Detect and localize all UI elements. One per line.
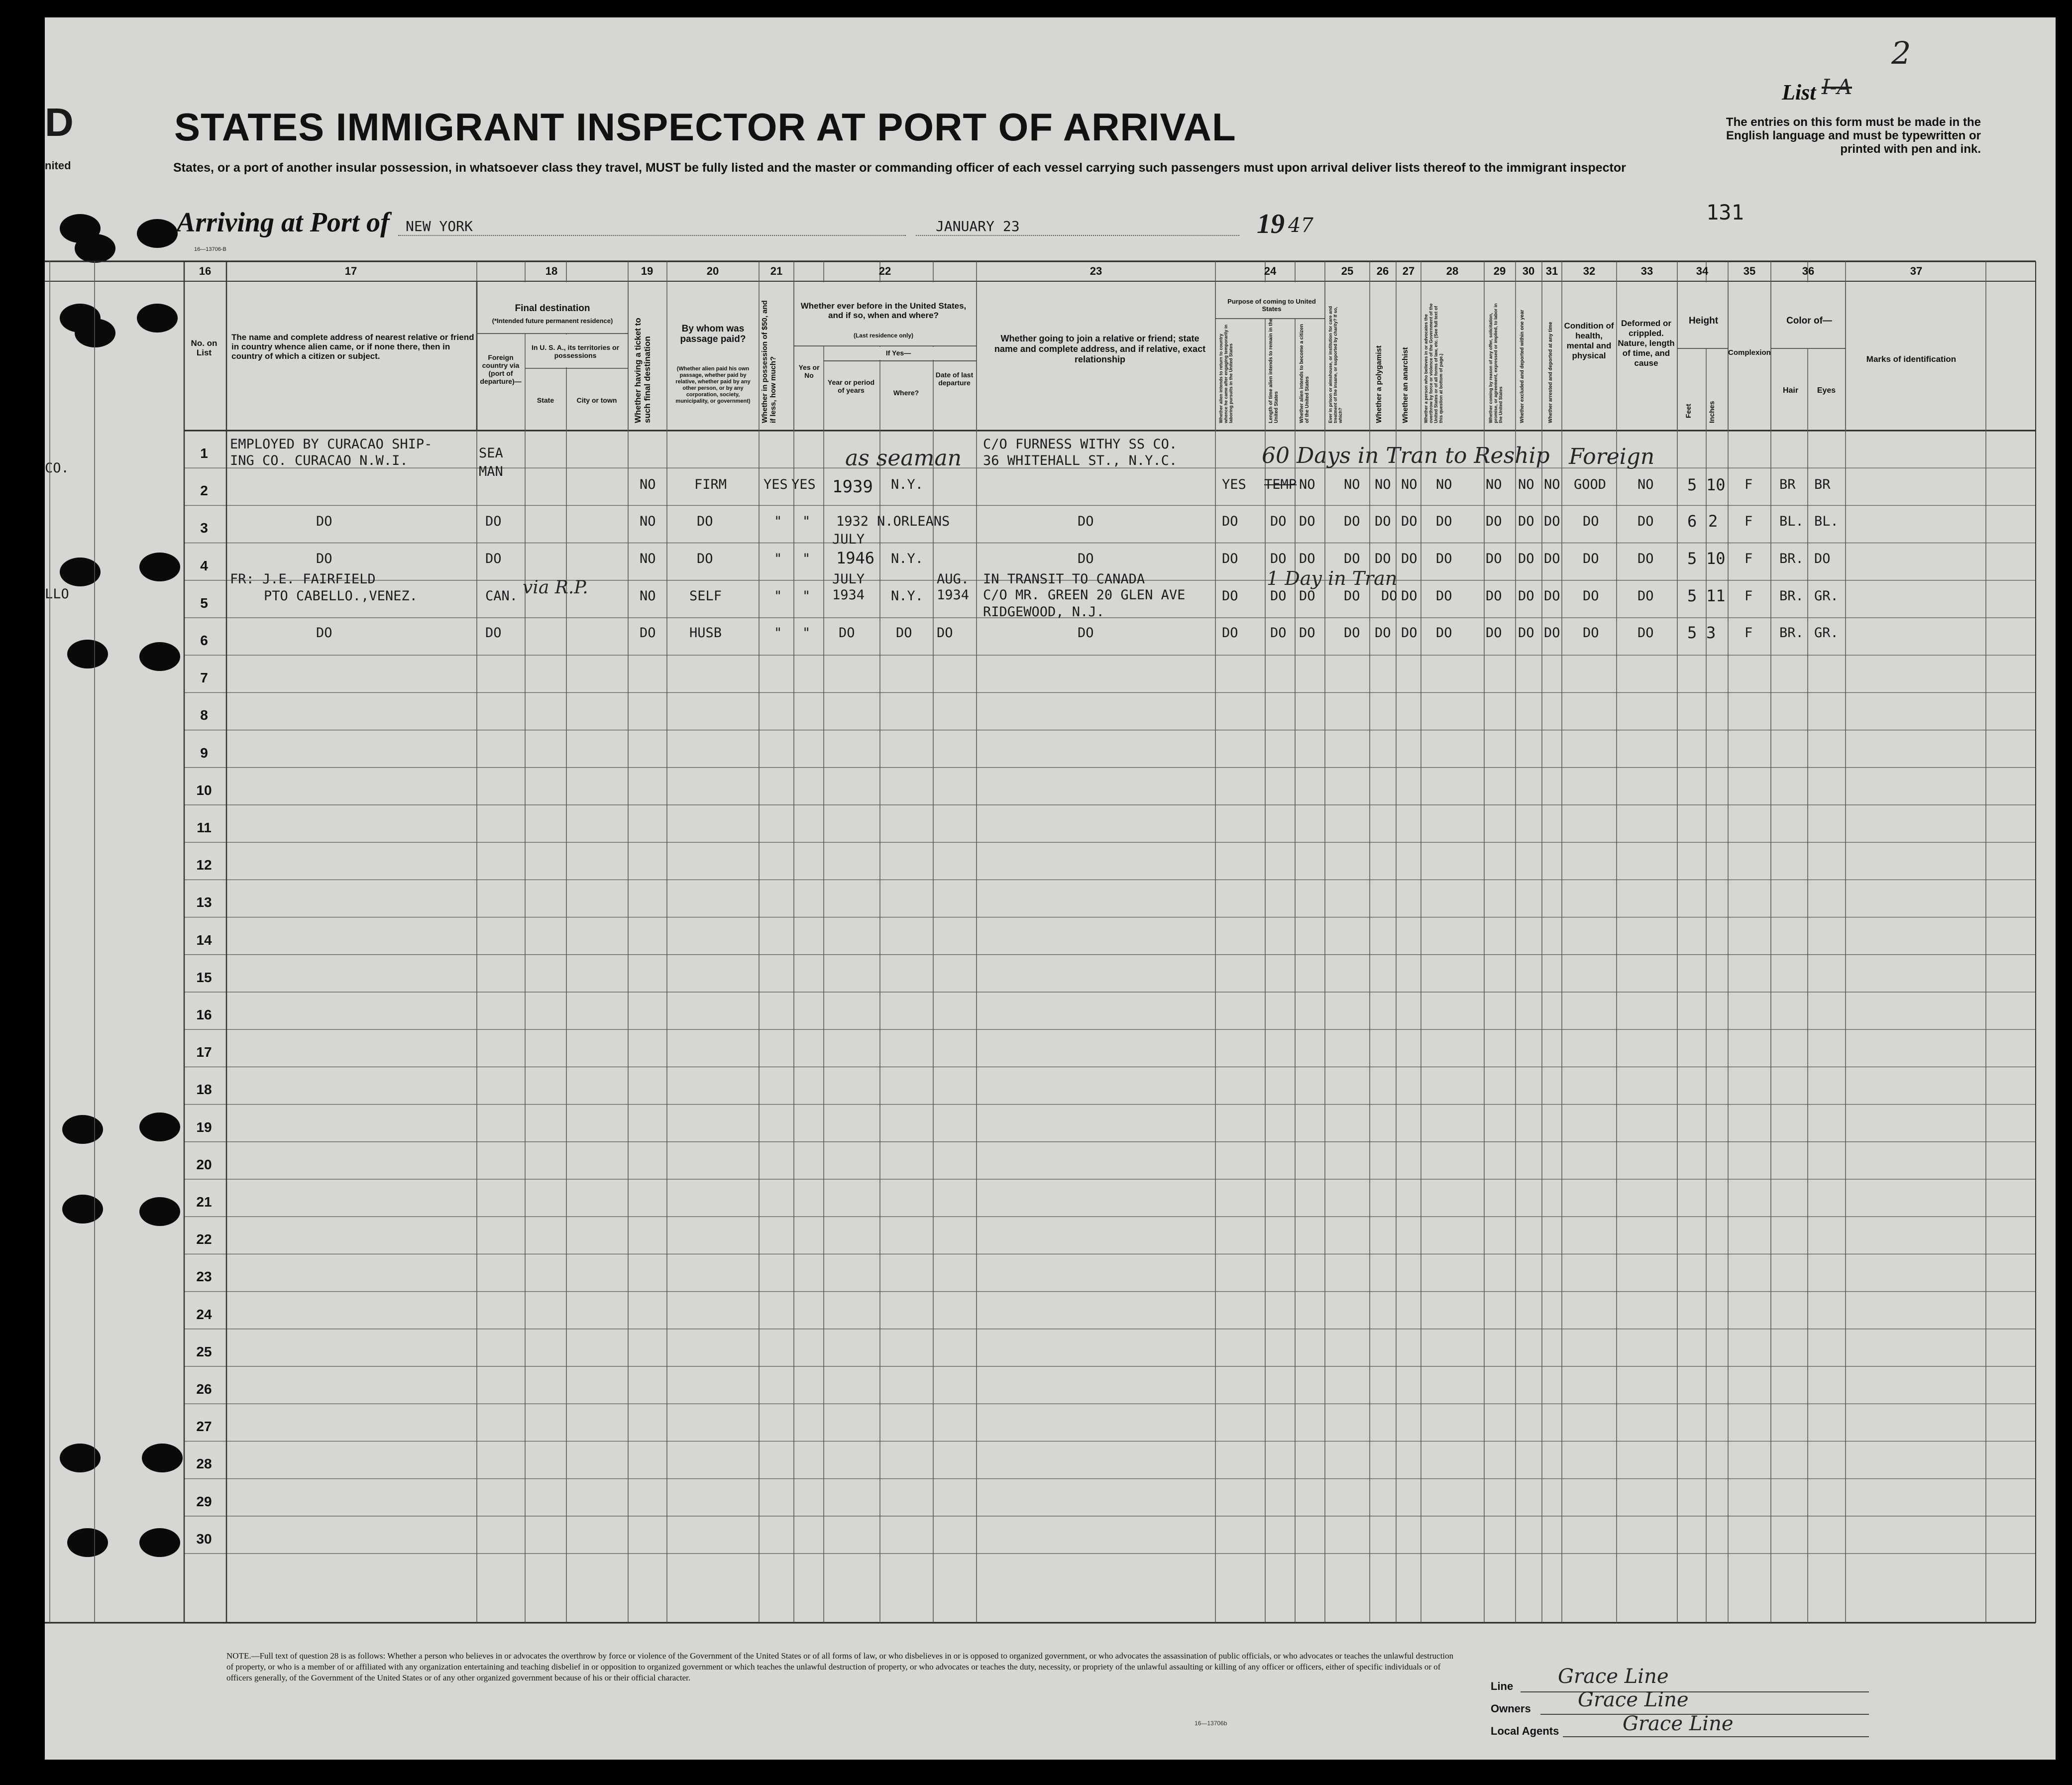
row1-eyes: BR xyxy=(1814,477,1831,492)
row4-deformed: DO xyxy=(1637,588,1654,604)
row1-relative-line1: EMPLOYED BY CURACAO SHIP- xyxy=(230,437,433,452)
row4-join-line1: IN TRANSIT TO CANADA xyxy=(983,571,1145,587)
row5-health: DO xyxy=(1583,625,1599,641)
question-28-note: NOTE.—Full text of question 28 is as follows: Whether a person who believes in or advocates the overthrow by force or violence of the Government of the United States or of all forms of law, or who disbelieves in or is opposed to organized government, or who advocates the assassination of public officials, or who advocates or teaches the unlawful destruction of property, or who is a member of or affiliated with any organization entertaining and teaching disbelief in or opposition to organized government or which teaches the unlawful destruction of property, or who advocates or teaches the duty, necessity, or propriety of the unlawful assaulting or killing of any officer or officers, either of specific individuals or of officers generally, of the Government of the United States or of any other organized government because of his or their official character. xyxy=(226,1651,1454,1682)
row5-been-before: " xyxy=(802,625,811,641)
row-number: 22 xyxy=(196,1231,212,1247)
row-number: 28 xyxy=(196,1456,212,1472)
column-number: 25 xyxy=(1341,265,1354,277)
col28-header: Whether a person who believes in or advocates the overthrow by force or violence of the Government of the United States or of all forms of law, etc. (See full text of this question at bottom of page.) xyxy=(1423,303,1443,423)
row1-prison: NO xyxy=(1344,477,1360,492)
row3-inches: 10 xyxy=(1706,549,1726,568)
year-written: 47 xyxy=(1288,214,1313,237)
row4-q29: DO xyxy=(1486,588,1502,604)
row5-date: DO xyxy=(937,625,953,641)
col22-subheader: (Last residence only) xyxy=(853,332,914,339)
year-prefix: 19 xyxy=(1257,209,1285,239)
row1-q28: NO xyxy=(1436,477,1452,492)
row5-q28: DO xyxy=(1436,625,1452,641)
row5-relative: DO xyxy=(316,625,332,641)
column-number: 20 xyxy=(706,265,719,277)
column-number: 21 xyxy=(770,265,783,277)
row-number: 16 xyxy=(196,1007,212,1022)
col34-feet-header: Feet xyxy=(1684,404,1692,418)
row3-year-month: JULY xyxy=(832,532,865,547)
row1-complexion: F xyxy=(1745,477,1753,492)
row4-length: DO xyxy=(1270,588,1287,604)
row2-complexion: F xyxy=(1745,514,1753,529)
left-page-fragment: nited xyxy=(45,159,71,172)
row4-via-annotation: via R.P. xyxy=(523,577,588,598)
row3-hair: BR. xyxy=(1779,551,1804,566)
col34-header: Height xyxy=(1688,316,1719,326)
column-number: 26 xyxy=(1376,265,1389,277)
col34-inches-header: Inches xyxy=(1708,401,1716,423)
row3-length: DO xyxy=(1270,551,1287,566)
left-page-fragment: D xyxy=(45,100,74,144)
row3-q31: DO xyxy=(1544,551,1560,566)
column-number: 37 xyxy=(1910,265,1923,277)
row4-complexion: F xyxy=(1745,588,1753,604)
row2-health: DO xyxy=(1583,514,1599,529)
row3-health: DO xyxy=(1583,551,1599,566)
col26-header: Whether a polygamist xyxy=(1375,345,1383,423)
row5-passage: HUSB xyxy=(689,625,722,641)
row3-fifty-dollars: " xyxy=(774,551,782,566)
row4-polygamist: DO xyxy=(1381,588,1398,604)
row2-ticket: NO xyxy=(640,514,656,529)
row-number: 24 xyxy=(196,1306,212,1322)
row-number: 6 xyxy=(200,633,208,648)
col20-subheader: (Whether alien paid his own passage, whether paid by relative, whether paid by any other person, or by any corporation, society, municipality, or government) xyxy=(675,366,751,404)
form-number: 16—13706b xyxy=(1195,1720,1227,1727)
col22-header: Whether ever before in the United States, and if so, when and where? xyxy=(800,301,967,320)
left-margin-fragment: CO. xyxy=(45,460,69,476)
list-value: I-A xyxy=(1822,75,1853,99)
row-number: 9 xyxy=(200,745,208,761)
col21-header: Whether in possession of $50, and if less, how much? xyxy=(761,300,777,423)
row5-join: DO xyxy=(1078,625,1094,641)
col29-header: Whether coming by reason of any offer, solicitation, promise, or agreement, expressed or implied, to labor in the United States xyxy=(1488,303,1503,423)
list-handwritten: 2 xyxy=(1891,35,1911,71)
row-number: 19 xyxy=(196,1119,212,1135)
agents-underline xyxy=(1563,1736,1869,1737)
row2-citizen: DO xyxy=(1299,514,1315,529)
row4-relative-line2: PTO CABELLO.,VENEZ. xyxy=(264,588,418,604)
row3-complexion: F xyxy=(1745,551,1753,566)
row5-eyes: GR. xyxy=(1814,625,1839,641)
column-number: 30 xyxy=(1522,265,1535,277)
row-number: 23 xyxy=(196,1269,212,1285)
line-value: Grace Line xyxy=(1558,1665,1669,1688)
col18-usa-header: In U. S. A., its territories or possessions xyxy=(531,343,620,359)
row4-prison: DO xyxy=(1344,588,1360,604)
row-number: 18 xyxy=(196,1082,212,1098)
row4-been-before: " xyxy=(802,588,811,604)
row3-polygamist: DO xyxy=(1375,551,1391,566)
row3-q29: DO xyxy=(1486,551,1502,566)
row3-foreign-via: DO xyxy=(485,551,502,566)
row1-foreign-annotation: Foreign xyxy=(1569,444,1655,469)
row5-prison: DO xyxy=(1344,625,1360,641)
column-number: 31 xyxy=(1545,265,1558,277)
col22-ifyes: If Yes— xyxy=(885,349,911,357)
col36-header: Color of— xyxy=(1786,316,1832,326)
row2-eyes: BL. xyxy=(1814,514,1839,529)
row4-year: 1934 xyxy=(832,587,865,603)
row-number: 27 xyxy=(196,1419,212,1435)
row-number: 5 xyxy=(200,595,208,611)
col36-eyes-header: Eyes xyxy=(1817,386,1836,395)
row-number: 10 xyxy=(196,782,212,798)
column-number: 29 xyxy=(1493,265,1506,277)
row1-polygamist: NO xyxy=(1375,477,1391,492)
form-title: STATES IMMIGRANT INSPECTOR AT PORT OF ARRIVAL xyxy=(174,105,1236,149)
row2-passage: DO xyxy=(697,514,713,529)
row1-foreign-via: SEA xyxy=(479,446,503,461)
row1-ticket: NO xyxy=(640,477,656,492)
row-number: 26 xyxy=(196,1381,212,1397)
row1-annotation: as seaman xyxy=(845,446,962,471)
column-number: 19 xyxy=(641,265,654,277)
row4-fifty-dollars: " xyxy=(774,588,782,604)
column-number: 16 xyxy=(199,265,212,277)
col24a-header: Whether alien intends to return to country whence he came after engaging temporarily in laboring pursuits in the United States xyxy=(1218,324,1233,423)
column-number: 27 xyxy=(1402,265,1415,277)
row5-q29: DO xyxy=(1486,625,1502,641)
row-number: 29 xyxy=(196,1493,212,1509)
row4-purpose-annotation: 1 Day in Tran xyxy=(1267,567,1398,589)
form-number-top: 16—13706-B xyxy=(194,246,226,252)
row-number: 14 xyxy=(196,932,212,948)
row4-date-month: AUG. xyxy=(937,571,970,587)
row5-year: DO xyxy=(839,625,855,641)
row5-hair: BR. xyxy=(1779,625,1804,641)
column-number: 33 xyxy=(1640,265,1653,277)
col22-date-header: Date of last departure xyxy=(935,371,974,387)
row4-join-line3: RIDGEWOOD, N.J. xyxy=(983,604,1104,620)
col25-header: Ever in prison or almshouse, or institution for care and treatment of the insane, or supported by charity? If so, which? xyxy=(1328,306,1343,423)
column-number: 23 xyxy=(1090,265,1102,277)
row4-passage: SELF xyxy=(689,588,722,604)
column-number: 32 xyxy=(1583,265,1596,277)
column-number: 35 xyxy=(1743,265,1756,277)
row1-relative-line2: ING CO. CURACAO N.W.I. xyxy=(230,453,408,468)
row2-year: 1932 xyxy=(836,514,869,529)
row4-anarchist: DO xyxy=(1401,588,1418,604)
col22-where-header: Where? xyxy=(893,389,919,397)
row-number: 12 xyxy=(196,857,212,873)
col31-header: Whether arrested and deported at any time xyxy=(1548,322,1553,423)
row2-been-before: " xyxy=(802,514,811,529)
col32-header: Condition of health, mental and physical xyxy=(1564,321,1614,360)
row4-health: DO xyxy=(1583,588,1599,604)
row1-join-2: 36 WHITEHALL ST., N.Y.C. xyxy=(983,453,1178,468)
row3-relative: DO xyxy=(316,551,332,566)
col18-foreign-header: Foreign country via (port of departure)— xyxy=(480,353,522,385)
row3-ticket: NO xyxy=(640,551,656,566)
row5-length: DO xyxy=(1270,625,1287,641)
column-number: 17 xyxy=(344,265,357,277)
row-number: 15 xyxy=(196,969,212,985)
row1-q29: NO xyxy=(1486,477,1502,492)
row4-relative-line1: FR: J.E. FAIRFIELD xyxy=(230,571,376,587)
row-number: 17 xyxy=(196,1044,212,1060)
row4-feet: 5 xyxy=(1687,586,1697,605)
arriving-label: Arriving at Port of xyxy=(177,207,390,238)
row4-hair: BR. xyxy=(1779,588,1804,604)
row1-citizen: NO xyxy=(1299,477,1315,492)
row5-feet: 5 xyxy=(1687,623,1697,642)
row1-length: TEMP xyxy=(1264,477,1297,492)
col30-header: Whether excluded and deported within one year xyxy=(1520,310,1525,423)
col37-header: Marks of identification xyxy=(1866,354,1957,364)
row1-health: GOOD xyxy=(1574,477,1607,492)
row4-q28: DO xyxy=(1436,588,1452,604)
row5-q30: DO xyxy=(1518,625,1534,641)
line-label: Line xyxy=(1491,1680,1514,1692)
col22-yesno-header: Yes or No xyxy=(798,363,820,379)
row-number: 3 xyxy=(200,520,208,536)
form-notice: The entries on this form must be made in the English language and must be typewritten or printed with pen and ink. xyxy=(1726,115,1981,156)
owners-value: Grace Line xyxy=(1578,1688,1689,1711)
row4-eyes: GR. xyxy=(1814,588,1839,604)
col35-header: Complexion xyxy=(1728,348,1771,357)
row1-passage: FIRM xyxy=(694,477,727,492)
row1-purpose-annotation: 60 Days in Tran to Reship xyxy=(1262,443,1550,468)
row2-length: DO xyxy=(1270,514,1287,529)
row5-anarchist: DO xyxy=(1401,625,1418,641)
row5-ticket: DO xyxy=(640,625,656,641)
row3-passage: DO xyxy=(697,551,713,566)
col22-year-header: Year or period of years xyxy=(827,378,875,394)
row5-inches: 3 xyxy=(1706,623,1716,642)
row-number: 8 xyxy=(200,707,208,723)
row2-return: DO xyxy=(1222,514,1238,529)
col17-header: The name and complete address of nearest relative or friend in country whence alien came, or if none there, then in country of which a citizen or subject. xyxy=(231,333,474,361)
row4-q31: DO xyxy=(1544,588,1560,604)
row2-relative: DO xyxy=(316,514,332,529)
col20-header: By whom was passage paid? xyxy=(680,324,746,344)
row2-q31: DO xyxy=(1544,514,1560,529)
col18-city-header: City or town xyxy=(576,396,617,404)
col18-state-header: State xyxy=(537,396,554,404)
row1-foreign-via-2: MAN xyxy=(479,464,503,479)
row4-join-line2: C/O MR. GREEN 20 GLEN AVE xyxy=(983,587,1186,603)
row3-q30: DO xyxy=(1518,551,1534,566)
row-number: 25 xyxy=(196,1343,212,1359)
row3-q28: DO xyxy=(1436,551,1452,566)
row5-foreign-via: DO xyxy=(485,625,502,641)
row-number: 21 xyxy=(196,1194,212,1210)
row5-complexion: F xyxy=(1745,625,1753,641)
row1-feet: 5 xyxy=(1687,475,1697,494)
row1-join: C/O FURNESS WITHY SS CO. xyxy=(983,437,1178,452)
col36-hair-header: Hair xyxy=(1782,386,1799,395)
row2-where: N.ORLEANS xyxy=(877,514,950,529)
row-number: 4 xyxy=(200,558,208,573)
row2-deformed: DO xyxy=(1637,514,1654,529)
row3-where: N.Y. xyxy=(891,551,924,566)
row4-ticket: NO xyxy=(640,588,656,604)
local-agents-value: Grace Line xyxy=(1623,1712,1734,1735)
row4-where: N.Y. xyxy=(891,588,924,604)
col16-header: No. on List xyxy=(191,338,218,357)
row5-polygamist: DO xyxy=(1375,625,1391,641)
row1-q31: NO xyxy=(1544,477,1560,492)
row2-foreign-via: DO xyxy=(485,514,502,529)
row-number: 7 xyxy=(200,670,208,686)
row4-date: 1934 xyxy=(937,587,970,603)
page-number: 131 xyxy=(1706,200,1744,224)
row-number: 2 xyxy=(200,483,208,499)
line-underline xyxy=(1521,1691,1869,1692)
row1-q30: NO xyxy=(1518,477,1534,492)
column-number: 22 xyxy=(878,265,891,277)
row3-deformed: DO xyxy=(1637,551,1654,566)
row5-citizen: DO xyxy=(1299,625,1315,641)
row1-year: 1939 xyxy=(832,477,873,497)
row1-anarchist: NO xyxy=(1401,477,1418,492)
list-label: List xyxy=(1782,80,1816,105)
form-subtitle: States, or a port of another insular possession, in whatsoever class they travel, MUST be fully listed and the master or commanding officer of each vessel carrying such passengers must upon arrival deliver lists thereof to the immigrant inspector xyxy=(173,161,1626,175)
row3-been-before: " xyxy=(802,551,811,566)
row2-q30: DO xyxy=(1518,514,1534,529)
col27-header: Whether an anarchist xyxy=(1401,347,1410,423)
row1-fifty-dollars: YES xyxy=(763,477,788,492)
row-number: 1 xyxy=(200,446,208,461)
row2-feet: 6 xyxy=(1687,512,1697,531)
row-number: 11 xyxy=(197,820,212,835)
row2-hair: BL. xyxy=(1779,514,1804,529)
col33-header: Deformed or crippled. Nature, length of time, and cause xyxy=(1618,319,1675,368)
row3-prison: DO xyxy=(1344,551,1360,566)
row3-return: DO xyxy=(1222,551,1238,566)
row2-inches: 2 xyxy=(1708,512,1718,531)
row3-citizen: DO xyxy=(1299,551,1315,566)
column-number: 28 xyxy=(1446,265,1459,277)
row4-q30: DO xyxy=(1518,588,1534,604)
row1-hair: BR xyxy=(1779,477,1796,492)
column-number: 34 xyxy=(1696,265,1709,277)
row5-q31: DO xyxy=(1544,625,1560,641)
col24c-header: Whether alien intends to become a citizen of the United States xyxy=(1299,324,1310,423)
row-number: 13 xyxy=(196,894,212,910)
port-value: NEW YORK xyxy=(406,218,473,234)
row3-join: DO xyxy=(1078,551,1094,566)
row-number: 20 xyxy=(196,1156,212,1172)
row5-return: DO xyxy=(1222,625,1238,641)
row3-year: 1946 xyxy=(836,549,875,567)
col24-header: Purpose of coming to United States xyxy=(1227,298,1316,313)
row1-inches: 10 xyxy=(1706,475,1726,494)
col24b-header: Length of time alien intends to remain in the United States xyxy=(1268,318,1279,423)
column-number: 18 xyxy=(545,265,558,277)
row4-year-month: JULY xyxy=(832,571,865,587)
row1-been-before: YES xyxy=(791,477,816,492)
row5-fifty-dollars: " xyxy=(774,625,782,641)
left-margin-fragment: LLO xyxy=(45,586,69,602)
row4-foreign-via: CAN. xyxy=(485,588,518,604)
row1-where: N.Y. xyxy=(891,477,924,492)
row2-prison: DO xyxy=(1344,514,1360,529)
row4-return: DO xyxy=(1222,588,1238,604)
owners-label: Owners xyxy=(1491,1702,1531,1715)
col23-header: Whether going to join a relative or friend; state name and complete address, and if relative, exact relationship xyxy=(994,334,1206,364)
row5-deformed: DO xyxy=(1637,625,1654,641)
local-agents-label: Local Agents xyxy=(1491,1725,1559,1737)
row2-join: DO xyxy=(1078,514,1094,529)
row3-anarchist: DO xyxy=(1401,551,1418,566)
row2-fifty-dollars: " xyxy=(774,514,782,529)
row2-q29: DO xyxy=(1486,514,1502,529)
column-number: 24 xyxy=(1264,265,1277,277)
row2-q28: DO xyxy=(1436,514,1452,529)
row5-where: DO xyxy=(896,625,912,641)
row4-citizen: DO xyxy=(1299,588,1315,604)
row2-polygamist: DO xyxy=(1375,514,1391,529)
col18-subheader: (*Intended future permanent residence) xyxy=(492,317,613,325)
date-value: JANUARY 23 xyxy=(936,218,1020,234)
row3-eyes: DO xyxy=(1814,551,1831,566)
row3-feet: 5 xyxy=(1687,549,1697,568)
row-number: 30 xyxy=(196,1531,212,1547)
col18-header: Final destination xyxy=(515,303,590,314)
row2-anarchist: DO xyxy=(1401,514,1418,529)
col19-header: Whether having a ticket to such final destination xyxy=(633,318,652,423)
row4-inches: 11 xyxy=(1706,586,1726,605)
column-number: 36 xyxy=(1802,265,1815,277)
row1-deformed: NO xyxy=(1637,477,1654,492)
row1-return: YES xyxy=(1222,477,1246,492)
